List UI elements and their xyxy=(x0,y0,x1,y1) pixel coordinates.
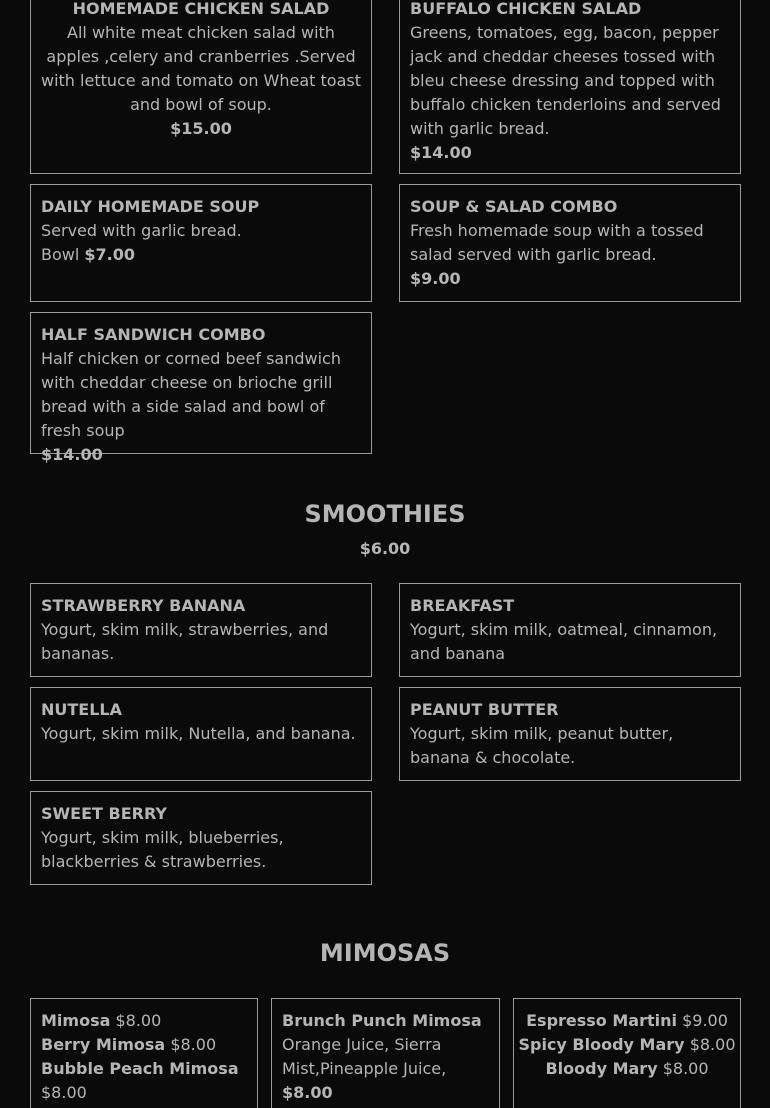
mimosa-card-3 xyxy=(513,998,741,1108)
item-title: HALF SANDWICH COMBO xyxy=(41,325,266,344)
item-title: Brunch Punch Mimosa xyxy=(282,1011,482,1030)
item-price: $14.00 xyxy=(410,143,472,162)
item-description: Yogurt, skim milk, blueberries, blackberries & strawberries. xyxy=(41,828,284,871)
mimosa-card-1 xyxy=(30,998,258,1108)
item-description: Half chicken or corned beef sandwich with cheddar cheese on brioche grill bread with a side salad and bowl of fresh soup xyxy=(41,349,341,440)
item-description: Greens, tomatoes, egg, bacon, pepper jack and cheddar cheeses tossed with bleu cheese dressing and topped with buffalo chicken tenderloins and served with garlic bread. xyxy=(410,23,721,138)
smoothie-item xyxy=(30,791,372,885)
item-title: SOUP & SALAD COMBO xyxy=(410,197,618,216)
item-title: Bubble Peach Mimosa xyxy=(41,1059,239,1078)
list-item xyxy=(518,1033,736,1057)
smoothie-item xyxy=(399,583,741,677)
item-title: BREAKFAST xyxy=(410,596,515,615)
item-title: HOMEMADE CHICKEN SALAD xyxy=(72,0,330,18)
menu-item-half-sandwich-combo xyxy=(30,312,372,464)
item-price: $9.00 xyxy=(410,269,461,288)
size-label: Bowl xyxy=(41,245,80,264)
item-description: All white meat chicken salad with apples ,celery and cranberries .Served with lettuce and tomato on Wheat toast and bowl of soup. xyxy=(41,23,361,114)
item-price: $9.00 xyxy=(682,1011,728,1030)
item-price: $8.00 xyxy=(41,1083,87,1102)
item-price: $14.00 xyxy=(41,445,103,464)
item-title: STRAWBERRY BANANA xyxy=(41,596,246,615)
item-description: Yogurt, skim milk, peanut butter, banana & chocolate. xyxy=(410,724,674,767)
item-description: Yogurt, skim milk, Nutella, and banana. xyxy=(41,724,356,743)
item-title: SWEET BERRY xyxy=(41,804,167,823)
item-price: $7.00 xyxy=(84,245,135,264)
item-title: Spicy Bloody Mary xyxy=(518,1035,685,1054)
menu-item-daily-soup xyxy=(30,184,372,302)
item-price: $8.00 xyxy=(115,1011,162,1030)
smoothie-item xyxy=(30,687,372,781)
list-item xyxy=(518,1057,736,1081)
item-price: $8.00 xyxy=(689,1035,736,1054)
item-title: Berry Mimosa xyxy=(41,1035,166,1054)
list-item xyxy=(41,1009,247,1033)
mimosa-card-2 xyxy=(271,998,500,1108)
item-description: Yogurt, skim milk, strawberries, and bananas. xyxy=(41,620,329,663)
item-title: BUFFALO CHICKEN SALAD xyxy=(410,0,642,18)
item-description: Orange Juice, Sierra Mist,Pineapple Juice, xyxy=(282,1035,447,1078)
smoothie-item xyxy=(399,687,741,781)
list-item xyxy=(518,1009,736,1033)
menu-item-soup-salad-combo xyxy=(399,184,741,302)
smoothies-price: $6.00 xyxy=(359,539,411,558)
item-price: $8.00 xyxy=(662,1059,709,1078)
item-title: PEANUT BUTTER xyxy=(410,700,559,719)
smoothie-item xyxy=(30,583,372,677)
item-title: Mimosa xyxy=(41,1011,111,1030)
item-title: Espresso Martini xyxy=(526,1011,677,1030)
item-description: Fresh homemade soup with a tossed salad served with garlic bread. xyxy=(410,221,704,264)
item-description-row xyxy=(282,1033,489,1105)
item-description: Yogurt, skim milk, oatmeal, cinnamon, and banana xyxy=(410,620,718,663)
list-item xyxy=(41,1033,247,1057)
menu-item-homemade-chicken-salad xyxy=(30,0,372,174)
item-description: Served with garlic bread. xyxy=(41,221,242,240)
mimosas-heading: MIMOSAS xyxy=(319,939,451,967)
smoothies-heading: SMOOTHIES xyxy=(304,500,466,528)
item-title: DAILY HOMEMADE SOUP xyxy=(41,197,260,216)
item-price-row xyxy=(41,243,361,267)
item-price: $8.00 xyxy=(282,1083,333,1102)
item-price: $8.00 xyxy=(170,1035,217,1054)
item-price: $15.00 xyxy=(170,119,232,138)
list-item xyxy=(41,1057,247,1105)
menu-item-buffalo-chicken-salad xyxy=(399,0,741,174)
item-title: Bloody Mary xyxy=(545,1059,658,1078)
item-title: NUTELLA xyxy=(41,700,122,719)
